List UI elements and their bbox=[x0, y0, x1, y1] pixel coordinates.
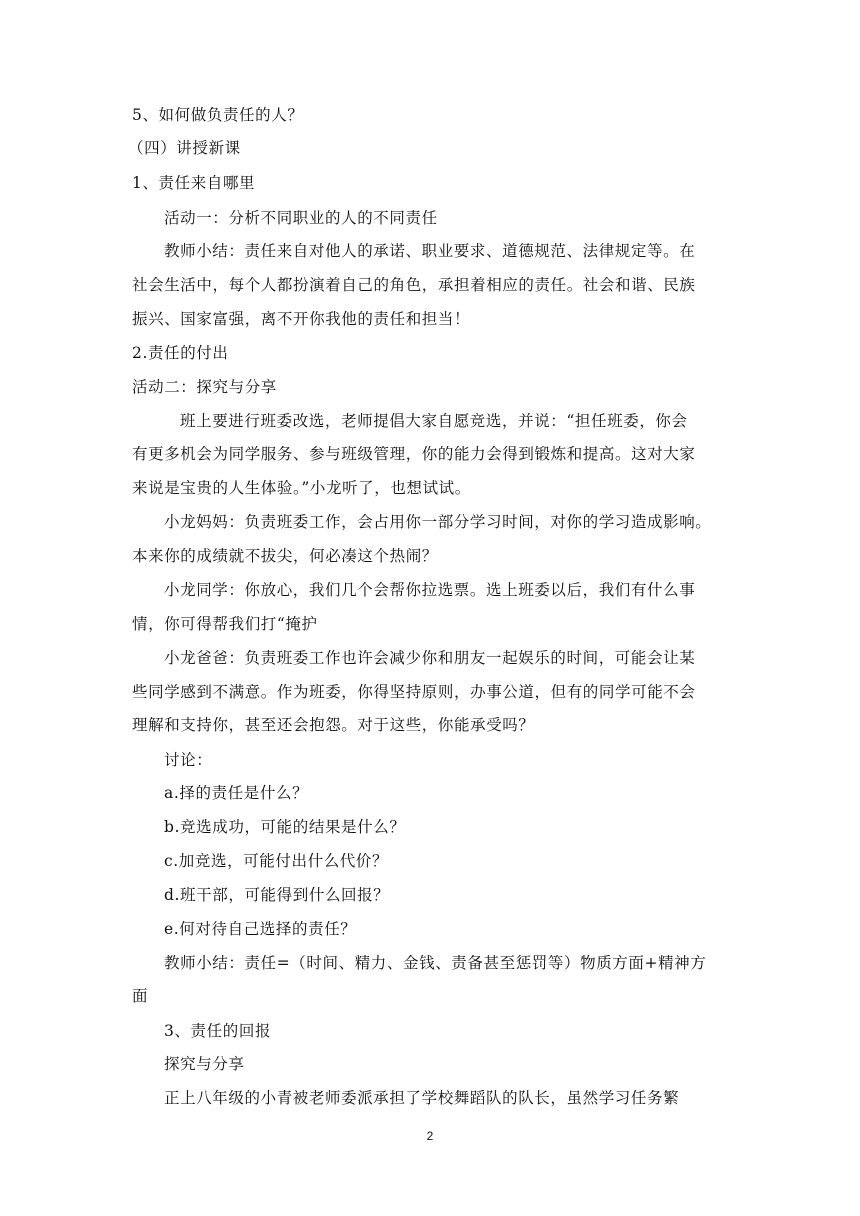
paragraph-line: 情，你可得帮我们打“掩护 bbox=[132, 615, 318, 633]
subheading-reward-of-responsibility: 3、责任的回报 bbox=[164, 1022, 272, 1040]
paragraph-line: 正上八年级的小青被老师委派承担了学校舞蹈队的队长，虽然学习任务繁 bbox=[164, 1089, 680, 1107]
section-heading-new-lesson: （四）讲授新课 bbox=[128, 139, 241, 157]
paragraph-line: 小龙爸爸：负责班委工作也许会减少你和朋友一起娱乐的时间，可能会让某 bbox=[164, 649, 696, 667]
paragraph-line: 社会生活中，每个人都扮演着自己的角色，承担着相应的责任。社会和谐、民族 bbox=[132, 276, 696, 294]
heading-how-to-be-responsible: 5、如何做负责任的人？ bbox=[132, 106, 304, 124]
paragraph-line: 振兴、国家富强，离不开你我他的责任和担当！ bbox=[132, 310, 471, 328]
paragraph-line: 些同学感到不满意。作为班委，你得坚持原则，办事公道，但有的同学可能不会 bbox=[132, 683, 696, 701]
discussion-item: e.何对待自己选择的责任？ bbox=[164, 920, 357, 938]
paragraph-line: 小龙妈妈：负责班委工作，会占用你一部分学习时间，对你的学习造成影响。 bbox=[164, 513, 712, 531]
paragraph-line: 来说是宝贵的人生体验。”小龙听了，也想试试。 bbox=[132, 479, 471, 497]
paragraph-line: 理解和支持你，甚至还会抱怨。对于这些，你能承受吗？ bbox=[132, 716, 535, 734]
explore-and-share-label: 探究与分享 bbox=[164, 1055, 245, 1073]
paragraph-line: 有更多机会为同学服务、参与班级管理，你的能力会得到锻炼和提高。这对大家 bbox=[132, 445, 696, 463]
paragraph-line: 教师小结：责任来自对他人的承诺、职业要求、道德规范、法律规定等。在 bbox=[164, 242, 696, 260]
activity-one-line: 活动一：分析不同职业的人的不同责任 bbox=[164, 209, 438, 227]
paragraph-line: 面 bbox=[132, 987, 149, 1005]
activity-two-line: 活动二：探究与分享 bbox=[132, 378, 277, 396]
discussion-item: c.加竞选，可能付出什么代价？ bbox=[164, 852, 389, 870]
subheading-where-responsibility-comes-from: 1、责任来自哪里 bbox=[132, 174, 256, 192]
discussion-item: b.竞选成功，可能的结果是什么？ bbox=[164, 818, 406, 836]
paragraph-line: 班上要进行班委改选，老师提倡大家自愿竞选，并说：“担任班委，你会 bbox=[180, 412, 688, 430]
discussion-item: a.择的责任是什么？ bbox=[164, 784, 309, 802]
page-number: 2 bbox=[426, 1129, 434, 1143]
paragraph-line: 教师小结：责任=（时间、精力、金钱、责备甚至惩罚等）物质方面+精神方 bbox=[164, 954, 707, 972]
paragraph-line: 小龙同学：你放心，我们几个会帮你拉选票。选上班委以后，我们有什么事 bbox=[164, 581, 696, 599]
subheading-cost-of-responsibility: 2.责任的付出 bbox=[132, 344, 229, 362]
paragraph-line: 本来你的成绩就不拔尖，何必凑这个热闹？ bbox=[132, 547, 438, 565]
discussion-item: d.班干部，可能得到什么回报？ bbox=[164, 886, 390, 904]
discussion-label: 讨论： bbox=[164, 751, 213, 769]
